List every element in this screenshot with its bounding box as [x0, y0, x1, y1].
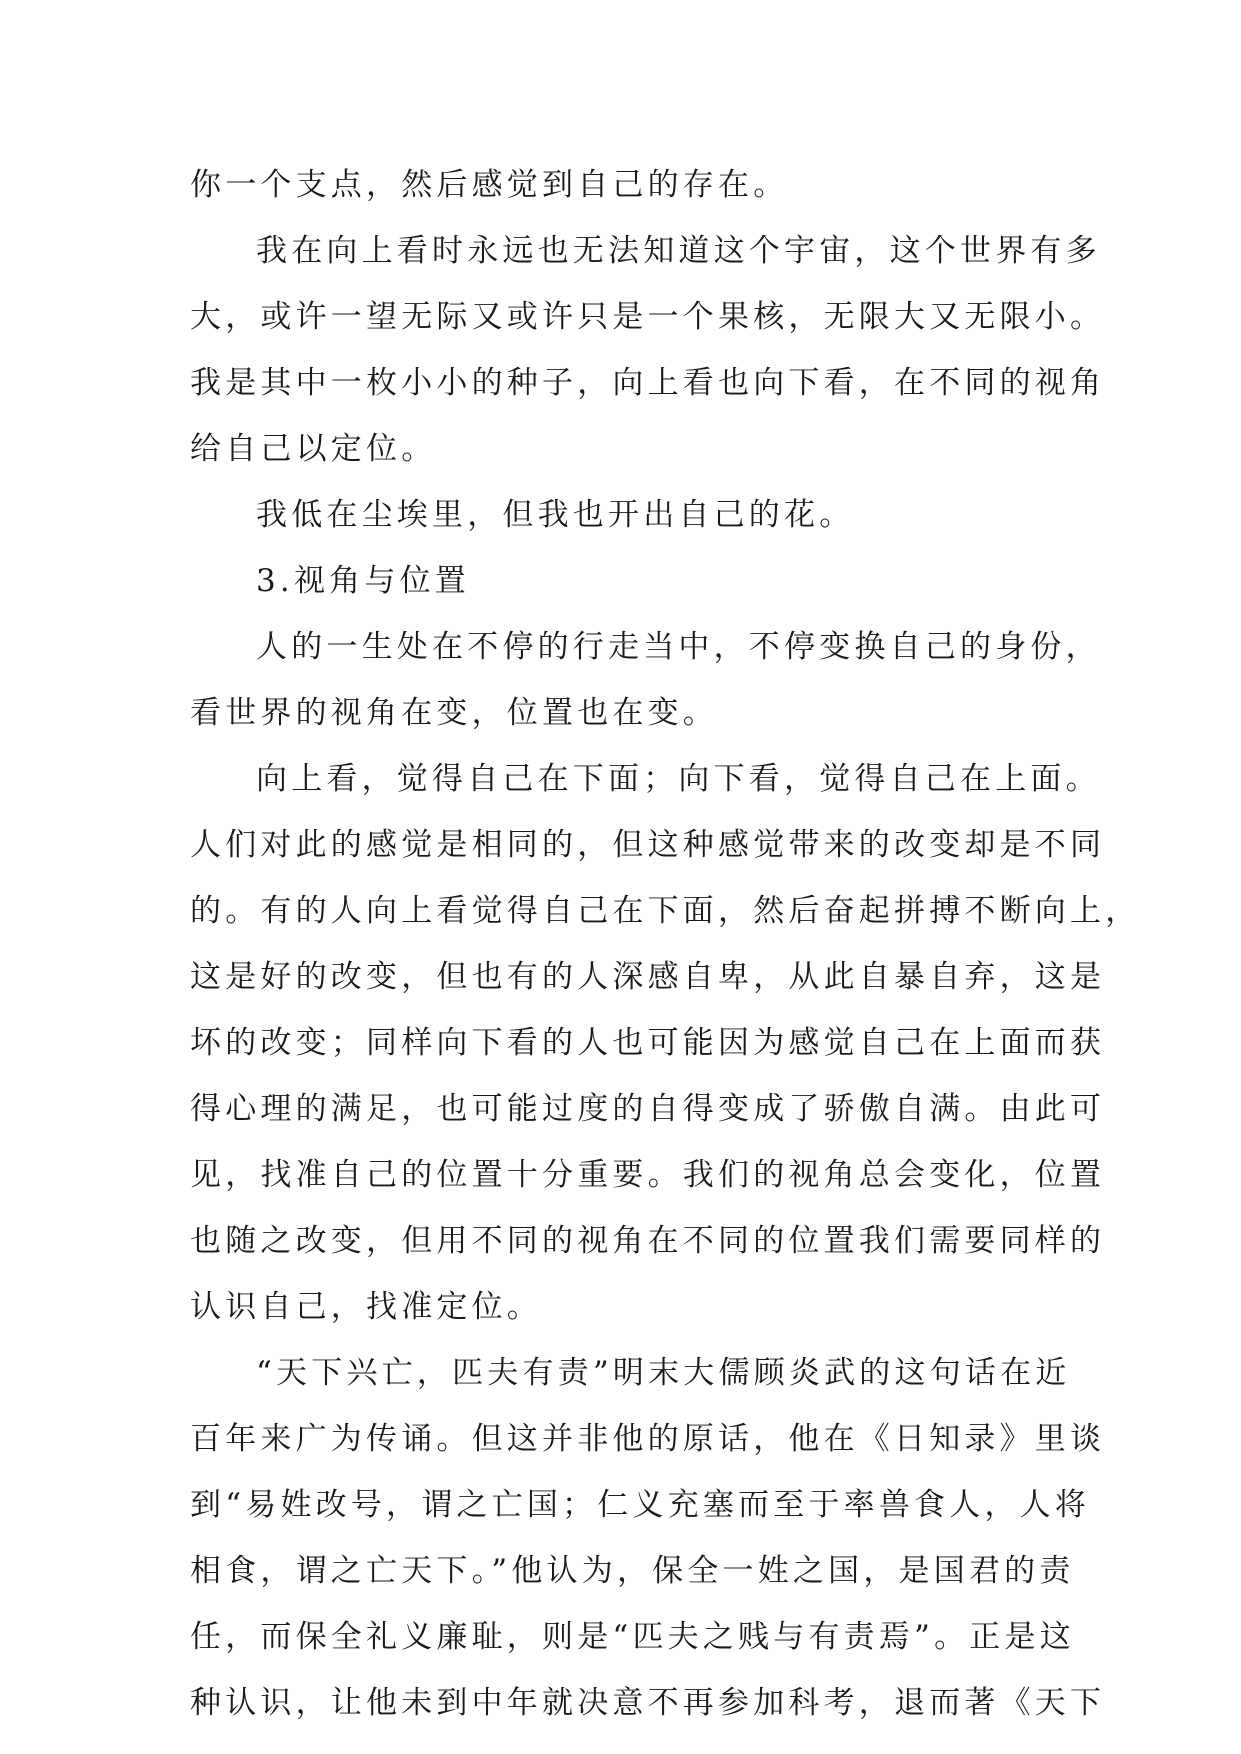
text-line: 相食，谓之亡天下。”他认为，保全一姓之国，是国君的责	[190, 1553, 1075, 1589]
text-line: 的。有的人向上看觉得自己在下面，然后奋起拼搏不断向上，	[190, 893, 1141, 929]
text-line: 见，找准自己的位置十分重要。我们的视角总会变化，位置	[190, 1157, 1106, 1193]
text-line: 认识自己，找准定位。	[190, 1289, 542, 1325]
text-line: 坏的改变；同样向下看的人也可能因为感觉自己在上面而获	[190, 1025, 1106, 1061]
text-line: 这是好的改变，但也有的人深感自卑，从此自暴自弃，这是	[190, 959, 1106, 995]
text-line: 百年来广为传诵。但这并非他的原话，他在《日知录》里谈	[190, 1421, 1106, 1457]
text-line: 你一个支点，然后感觉到自己的存在。	[190, 167, 789, 203]
text-line: 看世界的视角在变，位置也在变。	[190, 695, 718, 731]
section-heading: 3.视角与位置	[256, 563, 470, 599]
text-line: 种认识，让他未到中年就决意不再参加科考，退而著《天下	[190, 1685, 1106, 1721]
text-line: 任，而保全礼义廉耻，则是“匹夫之贱与有责焉”。正是这	[190, 1619, 1075, 1655]
text-line: 大，或许一望无际又或许只是一个果核，无限大又无限小。	[190, 299, 1106, 335]
paragraph-first-line: 我在向上看时永远也无法知道这个宇宙，这个世界有多	[256, 233, 1101, 269]
text-line: 给自己以定位。	[190, 431, 437, 467]
text-line: 我是其中一枚小小的种子，向上看也向下看，在不同的视角	[190, 365, 1106, 401]
paragraph-first-line: 人的一生处在不停的行走当中，不停变换自己的身份，	[256, 629, 1101, 665]
paragraph-first-line: 向上看，觉得自己在下面；向下看，觉得自己在上面。	[256, 761, 1101, 797]
paragraph-first-line: “天下兴亡，匹夫有责”明末大儒顾炎武的这句话在近	[256, 1355, 1071, 1391]
text-line: 得心理的满足，也可能过度的自得变成了骄傲自满。由此可	[190, 1091, 1106, 1127]
text-line: 到“易姓改号，谓之亡国；仁义充塞而至于率兽食人，人将	[190, 1487, 1091, 1523]
text-line: 也随之改变，但用不同的视角在不同的位置我们需要同样的	[190, 1223, 1106, 1259]
paragraph-first-line: 我低在尘埃里，但我也开出自己的花。	[256, 497, 855, 533]
text-line: 人们对此的感觉是相同的，但这种感觉带来的改变却是不同	[190, 827, 1106, 863]
